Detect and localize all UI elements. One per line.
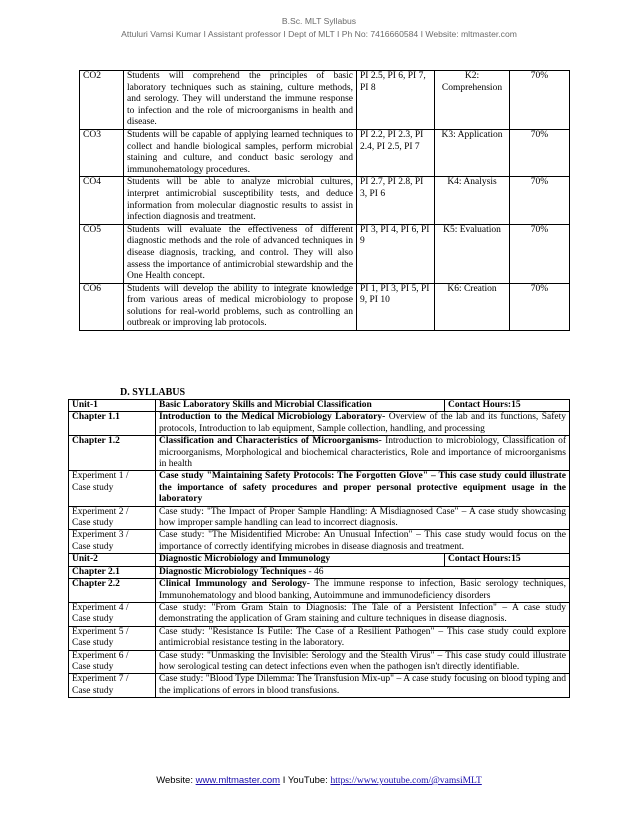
experiment-content: Case study: "The Impact of Proper Sample Handling: A Misdiagnosed Case" – A case study showcasing how improper sample handling can lead to incorrect diagnosis. — [156, 506, 570, 530]
co-knowledge-level: K2: Comprehension — [435, 71, 510, 130]
co-performance-indicators: PI 2.2, PI 2.3, PI 2.4, PI 2.5, PI 7 — [357, 129, 435, 176]
experiment-row — [69, 602, 570, 626]
co-row — [80, 71, 570, 130]
chapter-text: The immune response to infection, Basic serology techniques, Immunohematology and blood banking, Autoimmune and immunodeficiency disorders — [159, 579, 566, 601]
experiment-row — [69, 674, 570, 698]
experiment-label: Experiment 3 / Case study — [69, 530, 156, 554]
experiment-row — [69, 471, 570, 506]
co-id: CO6 — [80, 283, 124, 330]
footer-website-label: Website: — [156, 775, 196, 786]
chapter-content — [156, 579, 570, 603]
co-target: 70% — [510, 177, 570, 224]
experiment-label: Experiment 1 / Case study — [69, 471, 156, 506]
experiment-row — [69, 530, 570, 554]
co-description: Students will be capable of applying learned techniques to collect and handle biological samples, perform microbial staining and culture, and conduct basic serology and immunohematology procedures. — [124, 129, 357, 176]
chapter-row — [69, 566, 570, 578]
unit-title: Basic Laboratory Skills and Microbial Classification — [156, 400, 445, 412]
chapter-row — [69, 412, 570, 436]
chapter-title: Introduction to the Medical Microbiology Laboratory- — [159, 412, 386, 423]
experiment-label: Experiment 5 / Case study — [69, 626, 156, 650]
co-performance-indicators: PI 2.5, PI 6, PI 7, PI 8 — [357, 71, 435, 130]
experiment-label: Experiment 4 / Case study — [69, 602, 156, 626]
contact-hours: Contact Hours:15 — [445, 554, 570, 566]
experiment-label: Experiment 6 / Case study — [69, 650, 156, 674]
co-performance-indicators: PI 1, PI 3, PI 5, PI 9, PI 10 — [357, 283, 435, 330]
course-outcome-table — [79, 70, 570, 331]
co-row — [80, 283, 570, 330]
co-id: CO5 — [80, 224, 124, 283]
chapter-content — [156, 566, 570, 578]
chapter-title: Clinical Immunology and Serology- — [159, 579, 310, 590]
chapter-label: Chapter 2.1 — [69, 566, 156, 578]
experiment-label: Experiment 7 / Case study — [69, 674, 156, 698]
co-knowledge-level: K6: Creation — [435, 283, 510, 330]
page-header — [0, 15, 638, 41]
co-description: Students will develop the ability to integrate knowledge from various areas of medical microbiology to propose solutions for real-world problems, such as controlling an outbreak or improving lab protocols. — [124, 283, 357, 330]
chapter-content — [156, 436, 570, 471]
chapter-title: Classification and Characteristics of Microorganisms- — [159, 436, 382, 447]
unit-title: Diagnostic Microbiology and Immunology — [156, 554, 445, 566]
chapter-text: Overview of the lab and its functions, Safety protocols, Introduction to lab equipment, Sample collection, handling, and processing — [159, 412, 566, 434]
header-line-2: Attuluri Vamsi Kumar I Assistant professor I Dept of MLT I Ph No: 7416660584 I Website: mltmaster.com — [121, 29, 517, 39]
co-target: 70% — [510, 71, 570, 130]
co-knowledge-level: K5: Evaluation — [435, 224, 510, 283]
youtube-link[interactable]: https://www.youtube.com/@vamsiMLT — [330, 776, 482, 786]
experiment-content: Case study: "The Misidentified Microbe: An Unusual Infection" – This case study would focus on the importance of correctly identifying microbes in disease diagnosis and treatment. — [156, 530, 570, 554]
experiment-content: Case study "Maintaining Safety Protocols: The Forgotten Glove" – This case study could illustrate the importance of safety procedures and proper personal protective equipment usage in the laboratory — [156, 471, 570, 506]
co-target: 70% — [510, 224, 570, 283]
chapter-label: Chapter 1.1 — [69, 412, 156, 436]
co-id: CO2 — [80, 71, 124, 130]
syllabus-heading: D. SYLLABUS — [120, 387, 186, 398]
chapter-text: Introduction to microbiology, Classification of microorganisms, Morphological and biochemical characteristics, Role and importance of microorganisms in health — [159, 436, 567, 470]
co-description: Students will evaluate the effectiveness of different diagnostic methods and the role of advanced techniques in disease diagnosis, tracking, and control. They will also assess the importance of antimicrobial stewardship and the One Health concept. — [124, 224, 357, 283]
co-row — [80, 224, 570, 283]
chapter-row — [69, 436, 570, 471]
experiment-content: Case study: "Blood Type Dilemma: The Transfusion Mix-up" – A case study focusing on blood typing and the implications of errors in blood transfusions. — [156, 674, 570, 698]
chapter-text: - 46 — [306, 566, 324, 577]
experiment-content: Case study: "Unmasking the Invisible: Serology and the Stealth Virus" – This case study could illustrate how serological testing can detect infections even when the pathogen isn't directly identifiable. — [156, 650, 570, 674]
unit-1-row — [69, 400, 570, 412]
experiment-label: Experiment 2 / Case study — [69, 506, 156, 530]
chapter-row — [69, 579, 570, 603]
page-footer — [0, 775, 638, 786]
unit-label: Unit-2 — [69, 554, 156, 566]
syllabus-table — [68, 399, 570, 698]
co-target: 70% — [510, 283, 570, 330]
chapter-label: Chapter 2.2 — [69, 579, 156, 603]
co-description: Students will be able to analyze microbial cultures, interpret antimicrobial susceptibility tests, and deduce information from molecular diagnostic results to assist in infection diagnosis and treatment. — [124, 177, 357, 224]
experiment-row — [69, 650, 570, 674]
unit-2-row — [69, 554, 570, 566]
unit-label: Unit-1 — [69, 400, 156, 412]
experiment-row — [69, 506, 570, 530]
co-target: 70% — [510, 129, 570, 176]
experiment-content: Case study: "From Gram Stain to Diagnosis: The Tale of a Persistent Infection" – A case study demonstrating the application of Gram staining and culture techniques in disease diagnosis. — [156, 602, 570, 626]
website-link[interactable]: www.mltmaster.com — [195, 775, 281, 786]
co-row — [80, 177, 570, 224]
contact-hours: Contact Hours:15 — [445, 400, 570, 412]
co-performance-indicators: PI 3, PI 4, PI 6, PI 9 — [357, 224, 435, 283]
co-id: CO3 — [80, 129, 124, 176]
experiment-row — [69, 626, 570, 650]
experiment-content: Case study: "Resistance Is Futile: The Case of a Resilient Pathogen" – This case study could explore antimicrobial resistance testing in the laboratory. — [156, 626, 570, 650]
footer-separator: I YouTube: — [280, 775, 331, 786]
co-performance-indicators: PI 2.7, PI 2.8, PI 3, PI 6 — [357, 177, 435, 224]
co-row — [80, 129, 570, 176]
co-id: CO4 — [80, 177, 124, 224]
co-knowledge-level: K4: Analysis — [435, 177, 510, 224]
header-line-1: B.Sc. MLT Syllabus — [281, 16, 357, 26]
co-description: Students will comprehend the principles of basic laboratory techniques such as staining, culture methods, and serology. They will understand the immune response to infection and the role of microorganisms in health and disease. — [124, 71, 357, 130]
chapter-label: Chapter 1.2 — [69, 436, 156, 471]
chapter-content — [156, 412, 570, 436]
co-knowledge-level: K3: Application — [435, 129, 510, 176]
chapter-title: Diagnostic Microbiology Techniques — [159, 566, 307, 577]
